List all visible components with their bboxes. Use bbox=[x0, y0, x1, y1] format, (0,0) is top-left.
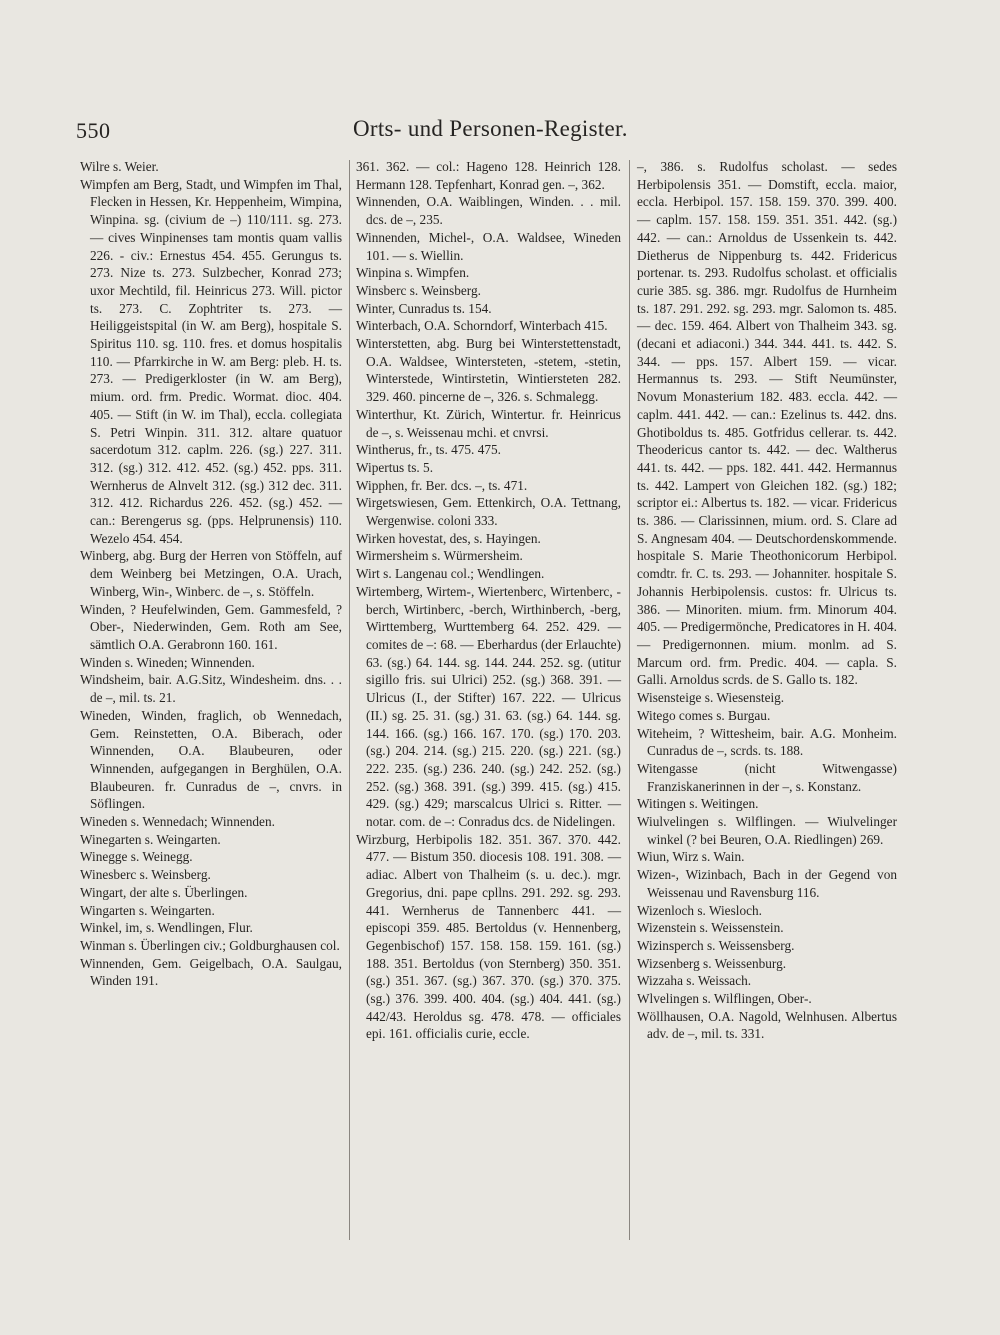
index-entry-continuation: 361. 362. — col.: Hageno 128. Heinrich 128. Hermann 128. Tepfenhart, Konrad gen. –, 362. bbox=[356, 159, 621, 192]
index-entry: Wirken hovestat, des, s. Hayingen. bbox=[356, 530, 541, 546]
index-entry: Winden s. Wineden; Winnenden. bbox=[80, 654, 255, 670]
index-entry: Wizinsperch s. Weissensberg. bbox=[637, 937, 795, 953]
index-entry: Witego comes s. Burgau. bbox=[637, 707, 771, 723]
index-entry: Wisensteige s. Wiesensteig. bbox=[637, 690, 785, 706]
index-entry: Wiun, Wirz s. Wain. bbox=[637, 849, 745, 865]
index-entry: Wizen-, Wizinbach, Bach in der Gegend von Weissenau und Ravensburg 116. bbox=[637, 867, 897, 900]
index-entry: Wizenloch s. Wiesloch. bbox=[637, 902, 762, 918]
index-entry: Winnenden, Michel-, O.A. Waldsee, Wineden 101. — s. Wiellin. bbox=[356, 229, 621, 263]
page-title: Orts- und Personen-Register. bbox=[353, 116, 628, 141]
index-entry: Wlvelingen s. Wilflingen, Ober-. bbox=[637, 991, 812, 1007]
column-rule-1 bbox=[349, 160, 350, 1240]
index-entry: Wirgetswiesen, Gem. Ettenkirch, O.A. Tettnang, Wergenwise. coloni 333. bbox=[356, 495, 621, 529]
index-entry: Wingart, der alte s. Überlingen. bbox=[80, 884, 248, 900]
index-entry: Wirzburg, Herbipolis 182. 351. 367. 370. 442. 477. — Bistum 350. diocesis 108. 191. 308. — adiac. Albert von Thalheim (s. u. dec.). mgr. Gregorius, dni. pape cpllns. 291. 292. sg. 293. 441. Wernherus de Tannenberc 441. — episcopi 359. 485. Bertoldus (v. Hennenberg, Gegenbischof) 157. 158. 158. 159. 161. (sg.) 188. 351. Bertoldus (von Sternberg) 350. 351. (sg.) 351. 367. (sg.) 367. 370. (sg.) 370. 375. (sg.) 376. 399. 400. 404. (sg.) 404. 441. (sg.) 442/43. Heroldus sg. 478. 478. — officiales epi. 161. officialis curie, eccle. bbox=[356, 831, 621, 1042]
index-entry: Winnenden, Gem. Geigelbach, O.A. Saulgau, Winden 191. bbox=[80, 955, 342, 989]
index-entry: Wirt s. Langenau col.; Wendlingen. bbox=[356, 566, 545, 582]
index-column-2 bbox=[356, 158, 621, 1043]
index-entry: Wimpfen am Berg, Stadt, und Wimpfen im Thal, Flecken in Hessen, Kr. Heppenheim, Wimpina, Winpina. sg. (civium de –) 110/111. sg. 273. — cives Winpinenses tam montis quam vallis 226. - civ.: Ernestus 454. 455. Gerungus ts. 273. Nize ts. 273. Sulzbecher, Konrad 273; uxor Mechtild, fil. Heinricus 273. Will. pictor ts. 273. C. Zophtriter ts. 273. — Heiliggeistspital (in W. am Berg), hospitale S. Spiritus 110. sg. 110. fres. et domus hospitalis 110. — Pfarrkirche in W. am Berg: pleb. H. ts. 273. — Predigerkloster (in W. am Berg), mium. ord. frm. Predic. Wormat. dioc. 404. 405. — Stift (in W. im Thal), eccla. collegiata S. Petri Winpin. 311. 312. altare quatuor sacerdotum 312. caplm. 226. (sg.) 227. 311. 312. (sg.) 312. 412. 452. (sg.) 452. pps. 311. Wernherus de Alnvelt 312. (sg.) 312 dec. 311. 312. 412. Richardus 226. 452. (sg.) 452. — can.: Berengerus sg. (pps. Helprunensis) 110. Wezelo 454. 454. bbox=[80, 176, 342, 546]
page-number: 550 bbox=[76, 118, 111, 143]
index-entry: Wineden, Winden, fraglich, ob Wennedach, Gem. Reinstetten, O.A. Biberach, oder Winnenden, O.A. Blaubeuren, oder Winnenden, aufgegangen in Berghülen, O.A. Blaubeuren. fr. Cunradus de –, cnvrs. in Söflingen. bbox=[80, 707, 342, 812]
index-entry: Winkel, im, s. Wendlingen, Flur. bbox=[80, 920, 253, 936]
index-entry: Wilre s. Weier. bbox=[80, 159, 159, 174]
index-entry: Witeheim, ? Wittesheim, bair. A.G. Monheim. Cunradus de –, scrds. ts. 188. bbox=[637, 725, 897, 759]
index-entry: Winesberc s. Weinsberg. bbox=[80, 867, 211, 883]
index-entry: Winter, Cunradus ts. 154. bbox=[356, 300, 492, 316]
index-entry: Winden, ? Heufelwinden, Gem. Gammesfeld, ? Ober-, Niederwinden, Gem. Roth am See, sämtlich O.A. Gerabronn 160. 161. bbox=[80, 601, 342, 652]
index-entry: Wirmersheim s. Würmersheim. bbox=[356, 548, 523, 564]
index-entry: Winterthur, Kt. Zürich, Wintertur. fr. Heinricus de –, s. Weissenau mchi. et cnvrsi. bbox=[356, 406, 621, 440]
index-column-1 bbox=[80, 158, 342, 990]
index-entry: Wöllhausen, O.A. Nagold, Welnhusen. Albertus adv. de –, mil. ts. 331. bbox=[637, 1008, 897, 1042]
index-entry: Winegge s. Weinegg. bbox=[80, 849, 193, 865]
index-entry: Wintherus, fr., ts. 475. 475. bbox=[356, 442, 501, 458]
index-entry: Witengasse (nicht Witwengasse) Franziskanerinnen in der –, s. Konstanz. bbox=[637, 760, 897, 794]
column-rule-2 bbox=[629, 160, 630, 1240]
index-entry: Winegarten s. Weingarten. bbox=[80, 831, 221, 847]
index-entry: Wipertus ts. 5. bbox=[356, 459, 434, 475]
index-entry: Winterstetten, abg. Burg bei Winterstettenstadt, O.A. Waldsee, Wintersteten, -stetem, -stetin, Winterstede, Wintirstetin, Wintiersteten 282. 329. 460. pincerne de –, 326. s. Schmalegg. bbox=[356, 336, 621, 405]
index-entry: Witingen s. Weitingen. bbox=[637, 796, 759, 812]
index-column-3 bbox=[637, 158, 897, 1043]
index-entry: Wipphen, fr. Ber. dcs. –, ts. 471. bbox=[356, 477, 528, 493]
index-entry: Wizzaha s. Weissach. bbox=[637, 973, 752, 989]
index-entry: Winberg, abg. Burg der Herren von Stöffeln, auf dem Weinberg bei Metzingen, O.A. Urach, Winberg, Win-, Winberc. de –, s. Stöffeln. bbox=[80, 548, 342, 599]
index-entry: Wingarten s. Weingarten. bbox=[80, 902, 215, 918]
index-entry: Winsberc s. Weinsberg. bbox=[356, 282, 481, 298]
index-entry: Wiulvelingen s. Wilflingen. — Wiulvelinger winkel (? bei Beuren, O.A. Riedlingen) 269. bbox=[637, 814, 897, 847]
index-entry: Wineden s. Wennedach; Winnenden. bbox=[80, 814, 275, 830]
index-entry: Wizenstein s. Weissenstein. bbox=[637, 920, 784, 936]
index-entry: Windsheim, bair. A.G.Sitz, Windesheim. dns. . . de –, mil. ts. 21. bbox=[80, 672, 342, 706]
index-entry-continuation: –, 386. s. Rudolfus scholast. — sedes Herbipolensis 351. — Domstift, eccla. maior, eccla. Herbipol. 157. 158. 159. 370. 399. 400. — caplm. 157. 158. 159. 351. 351. 442. (sg.) 442. — can.: Arnoldus de Ussenkein ts. 442. Dietherus de Nippenburg ts. 442. Fridericus portenar. ts. 293. Rudolfus scholast. et officialis curie 385. sg. 386. mgr. Rudolfus de Hurnheim ts. 187. 291. 292. sg. 293. mgr. Salomon ts. 485. — dec. 159. 464. Albert von Thalheim 343. sg. (decani et adiaconi.) 344. 344. 441. ts. 442. S. 344. — pps. 157. Albert 159. — vicar. Hermannus ts. 293. — Stift Neumünster, Novum Monasterium 182. 483. eccla. 442. — caplm. 441. 442. — can.: Ezelinus ts. 442. dns. Ghotiboldus ts. 485. Gotfridus cellerar. ts. 442. Theodericus cantor ts. 442. — dec. Waltherus 441. ts. 442. — pps. 182. 441. 442. Hermannus ts. 442. Lampert von Gleichen 182. (sg.) 182; scriptor ei.: Albertus ts. 182. — vicar. Fridericus ts. 386. — Clarissinnen, mium. ord. S. Clare ad S. Angnesam 404. — Deutschordenskommende. hospitale S. Marie Theothonicorum Herbipol. comdtr. fr. C. ts. 293. — Johanniter. hospitale S. Johannis Herbipolensis. custos: fr. Ulricus ts. 386. — Minoriten. mium. frm. Minorum 404. 405. — Predigermönche, Predicatores in H. 404. — Predigernonnen. mium. monlm. ad S. Marcum ord. frm. Predic. 404. — capla. S. Galli. Arnoldus scrds. de S. Gallo ts. 182. bbox=[637, 159, 897, 688]
index-entry: Winman s. Überlingen civ.; Goldburghausen col. bbox=[80, 937, 340, 953]
index-entry: Winnenden, O.A. Waiblingen, Winden. . . mil. dcs. de –, 235. bbox=[356, 194, 621, 228]
index-entry: Wizsenberg s. Weissenburg. bbox=[637, 955, 787, 971]
index-entry: Wirtemberg, Wirtem-, Wiertenberc, Wirtenberc, -berch, Wirtinberc, -berch, Wirthinberch, -berg, Wirttemberg, Wurttemberg 64. 252. 429. — comites de –: 68. — Eberhardus (der Erlauchte) 63. (sg.) 64. 144. sg. 144. 244. 252. sg. (utitur sigillo fris. sui Ulrici) 252. (sg.) 368. 391. — Ulricus (I., der Stifter) 167. 222. — Ulricus (II.) sg. 25. 31. (sg.) 31. 63. (sg.) 64. 144. sg. 144. 166. (sg.) 166. 167. 170. (sg.) 170. 203. (sg.) 204. 214. (sg.) 215. 220. (sg.) 221. (sg.) 222. 235. (sg.) 236. 240. (sg.) 242. 252. (sg.) 252. (sg.) 368. 391. (sg.) 399. 415. (sg.) 415. 429. (sg.) 429; marscalcus Ulrici s. Ritter. — notar. com. de –: Conradus dcs. de Nidelingen. bbox=[356, 583, 621, 830]
index-entry: Winterbach, O.A. Schorndorf, Winterbach 415. bbox=[356, 318, 608, 334]
index-entry: Winpina s. Wimpfen. bbox=[356, 265, 470, 281]
